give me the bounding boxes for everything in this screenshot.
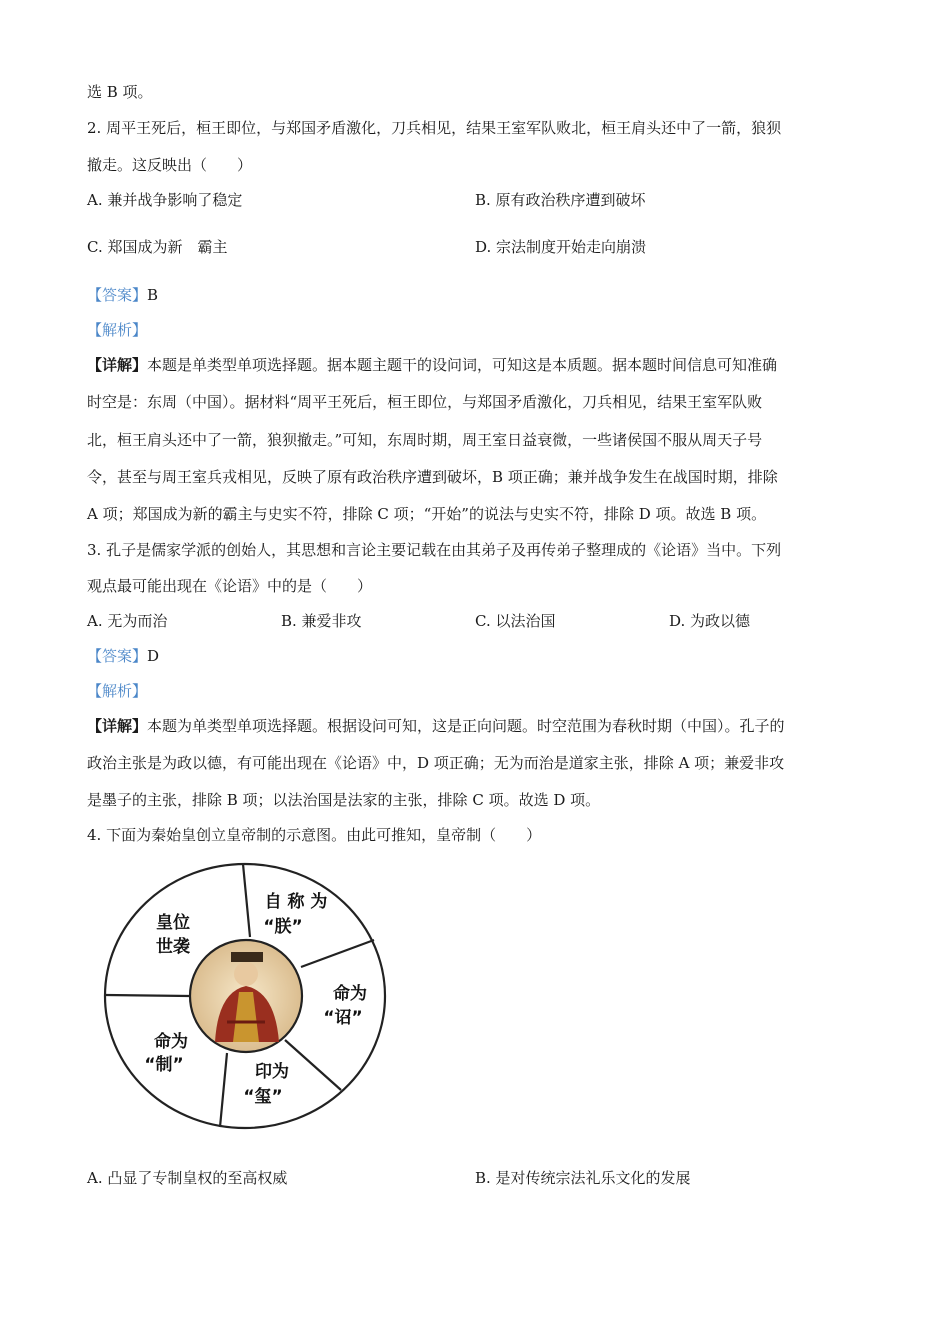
q3-option-a: A. 无为而治 xyxy=(87,612,168,630)
detail-text: 本题是单类型单项选择题。据本题主题干的设问词，可知这是本质题。据本题时间信息可知准确 xyxy=(147,356,778,374)
answer-tag: 【答案】 xyxy=(87,647,148,665)
q1-tail-text: 选 B 项。 xyxy=(87,83,153,101)
q3-stem-line2: 观点最可能出现在《论语》中的是（ ） xyxy=(87,577,373,595)
q2-option-a: A. 兼并战争影响了稳定 xyxy=(87,191,243,209)
q3-analysis-tag: 【解析】 xyxy=(87,682,148,700)
detail-tag: 【详解】 xyxy=(87,717,148,735)
segment-label-top-left-2: 世袭 xyxy=(156,937,190,957)
q2-detail-line4: 令，甚至与周王室兵戎相见，反映了原有政治秩序遭到破坏，B 项正确；兼并战争发生在战国时期，排除 xyxy=(87,468,778,486)
emperor-system-diagram xyxy=(103,862,387,1130)
emperor-portrait-image xyxy=(190,940,302,1052)
segment-label-top-right-1: 自 称 为 xyxy=(264,892,328,912)
answer-value: D xyxy=(147,647,160,665)
answer-value: B xyxy=(147,286,159,304)
segment-label-top-left-1: 皇位 xyxy=(156,913,190,933)
q2-option-d: D. 宗法制度开始走向崩溃 xyxy=(475,238,647,256)
q2-detail-line5: A 项；郑国成为新的霸主与史实不符，排除 C 项；“开始”的说法与史实不符，排除 D 项。故选 B 项。 xyxy=(87,505,767,523)
q2-stem-line2: 撤走。这反映出（ ） xyxy=(87,156,253,174)
q4-option-a: A. 凸显了专制皇权的至高权威 xyxy=(87,1169,288,1187)
q3-option-b: B. 兼爱非攻 xyxy=(281,612,362,630)
q2-analysis-tag: 【解析】 xyxy=(87,321,148,339)
answer-tag: 【答案】 xyxy=(87,286,148,304)
q3-detail-line3: 是墨子的主张，排除 B 项；以法治国是法家的主张，排除 C 项。故选 D 项。 xyxy=(87,791,601,809)
q2-option-c: C. 郑国成为新 霸主 xyxy=(87,238,228,256)
q2-option-b: B. 原有政治秩序遭到破坏 xyxy=(475,191,646,209)
q3-option-d: D. 为政以德 xyxy=(669,612,751,630)
q2-detail-line2: 时空是：东周（中国）。据材料“周平王死后，桓王即位，与郑国矛盾激化，刀兵相见，结果王室军队败 xyxy=(87,393,763,411)
q3-detail-line2: 政治主张是为政以德，有可能出现在《论语》中，D 项正确；无为而治是道家主张，排除 A 项；兼爱非攻 xyxy=(87,754,785,772)
q3-stem-line1: 3. 孔子是儒家学派的创始人，其思想和言论主要记载在由其弟子及再传弟子整理成的《论语》当中。下列 xyxy=(87,541,782,559)
q2-detail-line1 xyxy=(87,355,777,375)
q2-detail-line3: 北，桓王肩头还中了一箭，狼狈撤走。”可知，东周时期，周王室日益衰微，一些诸侯国不服从周天子号 xyxy=(87,431,763,449)
segment-label-top-right-2: “朕” xyxy=(263,917,303,937)
segment-label-right-1: 命为 xyxy=(333,984,367,1004)
detail-tag: 【详解】 xyxy=(87,356,148,374)
q3-detail-line1 xyxy=(87,716,785,736)
divider-line xyxy=(106,995,189,996)
segment-label-bottom-2: “玺” xyxy=(243,1087,283,1107)
q2-answer xyxy=(87,285,158,305)
q3-option-c: C. 以法治国 xyxy=(475,612,556,630)
q4-stem: 4. 下面为秦始皇创立皇帝制的示意图。由此可推知，皇帝制（ ） xyxy=(87,826,542,844)
segment-label-bottom-left-2: “制” xyxy=(144,1055,184,1075)
q2-stem-line1: 2. 周平王死后，桓王即位，与郑国矛盾激化，刀兵相见，结果王室军队败北，桓王肩头还中了一箭，狼狈 xyxy=(87,119,782,137)
segment-label-bottom-left-1: 命为 xyxy=(154,1032,188,1052)
segment-label-bottom-1: 印为 xyxy=(255,1062,289,1082)
q3-answer xyxy=(87,646,159,666)
q4-option-b: B. 是对传统宗法礼乐文化的发展 xyxy=(475,1169,691,1187)
detail-text: 本题为单类型单项选择题。根据设问可知，这是正向问题。时空范围为春秋时期（中国）。孔子的 xyxy=(147,717,785,735)
segment-label-right-2: “诏” xyxy=(323,1008,363,1028)
